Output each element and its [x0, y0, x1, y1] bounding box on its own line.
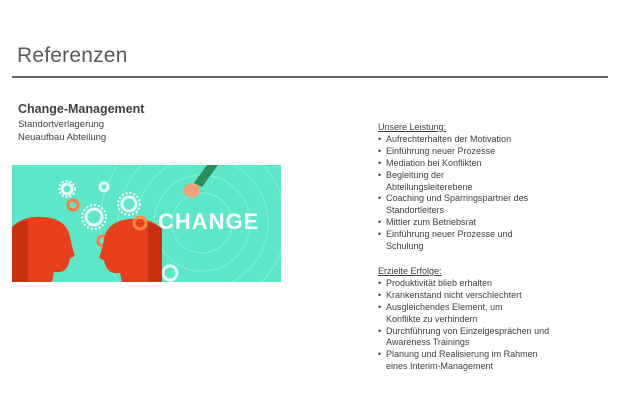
list-item: • Ausgleichendes Element, um Konflikte zu verhindern: [378, 302, 526, 326]
list-item: • Einführung neuer Prozesse: [378, 146, 598, 158]
right-column: [378, 122, 598, 373]
erfolge-heading: Erzielte Erfolge:: [378, 265, 442, 276]
list-item: • Begleitung der Abteilungsleiterebene: [378, 170, 496, 194]
list-item: • Coaching und Sparringspartner des Standortleiters: [378, 193, 551, 217]
title-divider: [12, 76, 608, 78]
subtitle-relocation: Standortverlagerung: [18, 119, 105, 130]
change-illustration: [12, 165, 281, 282]
list-item: • Krankenstand nicht verschlechtert: [378, 290, 598, 302]
svg-text:CHANGE: CHANGE: [158, 209, 260, 234]
page-title: Referenzen: [17, 44, 128, 67]
erfolge-list: [378, 278, 598, 373]
list-item: • Mediation bei Konflikten: [378, 158, 598, 170]
list-item: • Durchführung von Einzelgesprächen und Awareness Trainings: [378, 326, 551, 350]
list-item: • Produktivität blieb erhalten: [378, 278, 598, 290]
leistung-list: [378, 134, 598, 253]
list-item: • Mittler zum Betriebsrat: [378, 217, 598, 229]
leistung-heading: Unsere Leistung:: [378, 122, 447, 132]
list-item: • Aufrechterhalten der Motivation: [378, 134, 598, 146]
subtitle-department: Neuaufbau Abteilung: [18, 132, 107, 143]
list-item: • Planung und Realisierung im Rahmen eines Interim-Management: [378, 349, 556, 373]
list-item: • Einführung neuer Prozesse und Schulung: [378, 229, 536, 253]
section-heading: Change-Management: [18, 102, 145, 116]
